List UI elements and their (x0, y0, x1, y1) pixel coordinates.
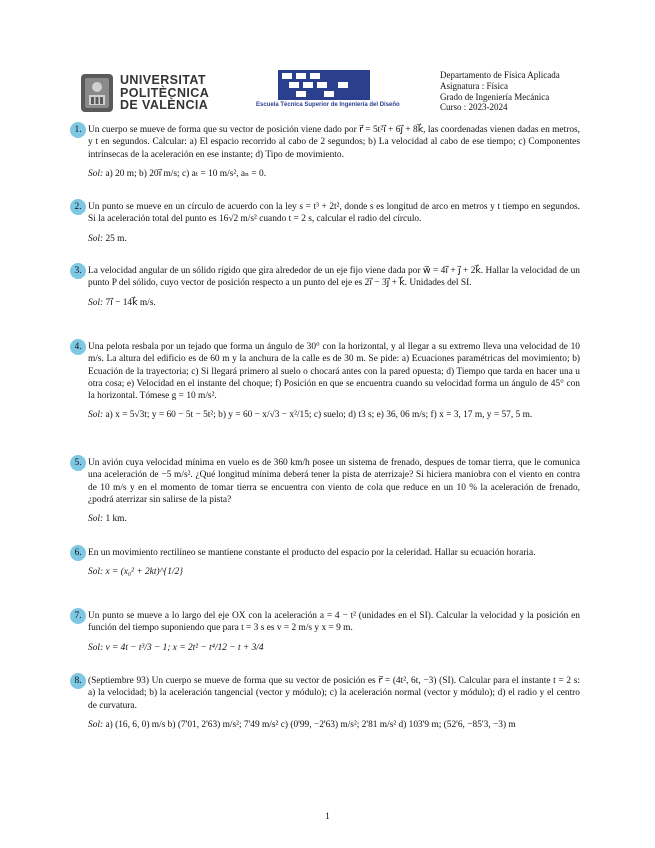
problem-4 (74, 341, 580, 422)
subject: Asignatura : Física (440, 80, 508, 91)
problem-statement: En un movimiento rectilíneo se mantiene constante el producto del espacio por la celeridad. Hallar su ecuación horaria. (88, 548, 536, 558)
problem-solution: Sol: 1 km. (88, 514, 127, 525)
problem-solution: Sol: a) x = 5√3t; y = 60 − 5t − 5t²; b) y = 60 − x/√3 − x²/15; c) suelo; d) t3 s; e) 36, 06 m/s; f) x = 3, 17 m, y = 57, 5 m. (88, 410, 533, 421)
problem-number: 4. (70, 339, 86, 355)
problem-solution: Sol: v = 4t − t³/3 − 1; x = 2t² − t⁴/12 − t + 3/4 (88, 642, 264, 653)
problem-solution: Sol: 7i⃗ − 14k⃗ m/s. (88, 297, 156, 308)
problem-solution: Sol: a) (16, 6, 0) m/s b) (7'01, 2'63) m/s²; 7'49 m/s² c) (0'99, −2'63) m/s²; 2'81 m/s² d) 103'9 m; (52'6, −85'3, −3) m (88, 719, 516, 730)
course: Curso : 2023-2024 (440, 102, 508, 113)
page-number: 1 (325, 812, 330, 822)
university-name: UNIVERSITAT POLITÈCNICA DE VALÈNCIA (120, 73, 210, 112)
problem-statement: (Septiembre 93) Un cuerpo se mueve de forma que su vector de posición es r⃗ = (4t², 6t, −3) (SI). Calcular para el instante t = 2 s: a) la velocidad; b) la aceleración tangencial (vector y módulo); c) la aceleración normal (vector y módulo); d) el radio y el centro de curvatura. (88, 676, 580, 711)
problem-statement: Un punto se mueve en un círculo de acuerdo con la ley s = t³ + 2t², donde s es longitud de arco en metros y t tiempo en segundos. Si la aceleración total del punto es 16√2 m/s² cuando t = 2 s, calcular el radio del círculo. (88, 202, 580, 225)
school-name: Escuela Técnica Superior de Ingeniería del Diseño (256, 102, 400, 108)
problem-8 (74, 675, 580, 731)
etsid-mark-icon (278, 70, 370, 100)
problem-statement: Una pelota resbala por un tejado que forma un ángulo de 30° con la horizontal, y al llegar a su extremo lleva una velocidad de 10 m/s. La altura del edificio es de 60 m y la anchura de la calle es de 30 m. Se pide: a) Ecuaciones paramétricas del movimiento; b) Ecuación de la trayectoria; c) Si llegará primero al suelo o chocará antes con la pared opuesta; d) Tiempo que tarda en hacer una u otra cosa; e) Velocidad en el instante del choque; f) Posición en que se encuentra cuando su velocidad forma un ángulo de 45° con la horizontal. Tómese g = 10 m/s². (88, 342, 580, 402)
problem-2 (74, 201, 580, 245)
problem-6 (74, 547, 580, 579)
problem-solution: Sol: a) 20 m; b) 20i⃗ m/s; c) aₜ = 10 m/s², aₙ = 0. (88, 168, 267, 179)
problem-1 (74, 124, 580, 180)
problem-number: 8. (70, 673, 86, 689)
problem-solution: Sol: x = (x₀² + 2kt)^{1/2} (88, 567, 184, 578)
department: Departamento de Física Aplicada (440, 70, 560, 80)
problem-statement: Un avión cuya velocidad mínima en vuelo es de 360 km/h posee un sistema de frenado, despues de tomar tierra, que le comunica una aceleración de −5 m/s². ¿Qué longitud mínima deberá tener la pista de aterrizaje? Si hiciera maniobra con el viento en contra de 10 m/s y en el momento de tomar tierra se encuentra con viento de cola que reduce en un 10 % la aceleración de frenado, ¿podrá aterrizar sin salirse de la pista? (88, 458, 580, 505)
problem-5 (74, 457, 580, 525)
problem-number: 2. (70, 199, 86, 215)
degree: Grado de Ingeniería Mecánica (440, 91, 550, 102)
problem-statement: La velocidad angular de un sólido rígido que gira alrededor de un eje fijo viene dada por w⃗ = 4i⃗ + j⃗ + 2k⃗. Hallar la velocidad de un punto P del sólido, cuyo vector de posición respecto a un punto del eje es 2i⃗ − 3j⃗ + k⃗. Unidades del SI. (88, 266, 580, 289)
problem-number: 7. (70, 608, 86, 624)
course-info (440, 70, 640, 113)
etsid-logo (256, 70, 400, 114)
problem-number: 6. (70, 545, 86, 561)
problem-3 (74, 265, 580, 309)
upv-seal-icon (78, 70, 116, 116)
problem-number: 3. (70, 263, 86, 279)
problem-statement: Un punto se mueve a lo largo del eje OX con la aceleración a = 4 − t² (unidades en el SI). Calcular la velocidad y la posición en función del tiempo suponiendo que para t = 3 s es v = 2 m/s y x = 9 m. (88, 611, 580, 634)
problem-solution: Sol: 25 m. (88, 233, 127, 244)
problem-number: 5. (70, 455, 86, 471)
problem-number: 1. (70, 122, 86, 138)
problem-7 (74, 610, 580, 654)
problem-statement: Un cuerpo se mueve de forma que su vector de posición viene dado por r⃗ = 5t²i⃗ + 6j⃗ + 8k⃗, las coordenadas vienen dadas en metros, y t en segundos. Calcular: a) El espacio recorrido al cabo de 2 segundos; b) La velocidad al cabo de ese tiempo; c) Componentes intrínsecas de la aceleración en ese instante; d) Tipo de movimiento. (88, 125, 580, 160)
upv-logo (78, 70, 238, 116)
